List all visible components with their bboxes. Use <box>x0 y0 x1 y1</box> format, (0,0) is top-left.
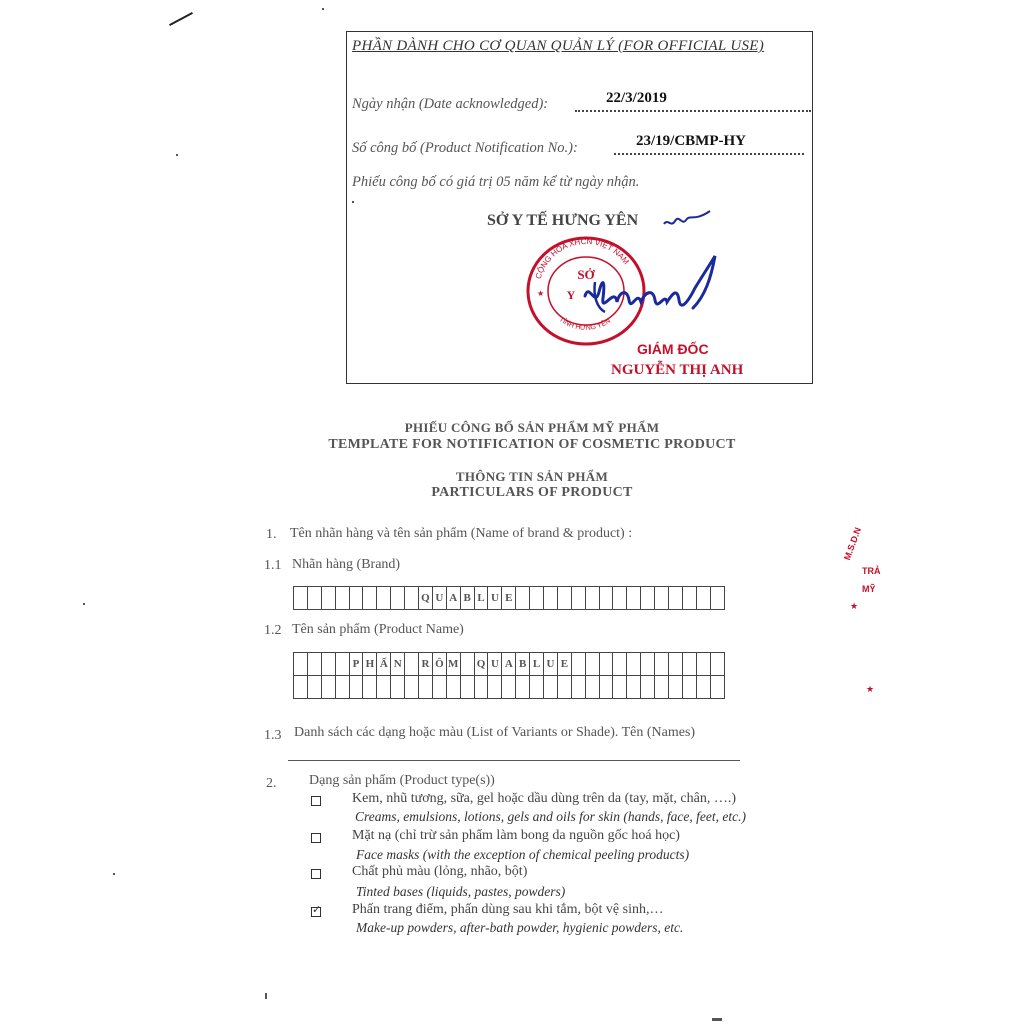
grid-cell <box>543 675 558 699</box>
grid-cell <box>640 586 655 610</box>
grid-cell <box>640 652 655 676</box>
product-type-option-vi: Phấn trang điểm, phấn dùng sau khi tắm, bột vệ sinh,… <box>352 902 664 917</box>
scan-speck <box>113 873 115 875</box>
product-type-option-vi: Kem, nhũ tương, sữa, gel hoặc dầu dùng trên da (tay, mặt, chân, ….) <box>352 791 737 806</box>
grid-cell <box>571 652 586 676</box>
grid-cell <box>640 675 655 699</box>
scan-speck <box>712 1018 722 1021</box>
grid-cell <box>585 586 600 610</box>
grid-cell: B <box>460 586 475 610</box>
grid-cell <box>557 675 572 699</box>
variants-answer-line <box>288 760 740 761</box>
notification-dotted-line <box>614 153 804 155</box>
grid-cell <box>362 586 377 610</box>
date-dotted-line <box>575 110 811 112</box>
grid-cell <box>349 586 364 610</box>
grid-cell <box>501 675 516 699</box>
grid-cell: R <box>418 652 433 676</box>
grid-cell <box>599 652 614 676</box>
edge-stamp-star: ★ <box>850 601 859 611</box>
grid-cell <box>571 586 586 610</box>
grid-cell <box>432 675 447 699</box>
grid-cell <box>612 586 627 610</box>
section-1-label: Tên nhãn hàng và tên sản phẩm (Name of brand & product) : <box>290 526 633 541</box>
grid-cell <box>487 675 502 699</box>
grid-cell: U <box>487 586 502 610</box>
grid-cell <box>321 675 336 699</box>
grid-cell <box>626 652 641 676</box>
grid-cell <box>696 586 711 610</box>
product-type-checkbox[interactable] <box>311 796 321 806</box>
grid-cell <box>710 652 725 676</box>
grid-cell: P <box>349 652 364 676</box>
grid-cell <box>529 675 544 699</box>
edge-stamp-star: ★ <box>866 684 875 694</box>
svg-text:TỈNH HƯNG YÊN: TỈNH HƯNG YÊN <box>557 316 613 332</box>
grid-cell <box>585 675 600 699</box>
grid-cell: A <box>501 652 516 676</box>
grid-cell <box>612 652 627 676</box>
grid-cell: Q <box>474 652 489 676</box>
variants-number: 1.3 <box>264 728 282 743</box>
variants-label: Danh sách các dạng hoặc màu (List of Variants or Shade). Tên (Names) <box>294 725 696 740</box>
grid-cell <box>404 675 419 699</box>
grid-cell <box>418 675 433 699</box>
particulars-title-vi: THÔNG TIN SẢN PHẨM <box>455 469 609 484</box>
grid-cell <box>515 675 530 699</box>
date-acknowledged-value: 22/3/2019 <box>606 90 667 106</box>
validity-note: Phiếu công bố có giá trị 05 năm kể từ ngày nhận. <box>352 174 640 190</box>
grid-cell <box>446 675 461 699</box>
grid-cell: E <box>501 586 516 610</box>
grid-cell <box>696 675 711 699</box>
edge-stamp-line-2: TRẢ <box>862 566 881 576</box>
grid-cell <box>599 586 614 610</box>
grid-cell <box>474 675 489 699</box>
grid-cell <box>321 652 336 676</box>
director-signature <box>575 252 725 322</box>
official-box-title: PHẦN DÀNH CHO CƠ QUAN QUẢN LÝ (FOR OFFICIAL USE) <box>352 38 765 54</box>
product-type-option-en: Tinted bases (liquids, pastes, powders) <box>356 884 566 899</box>
grid-cell <box>362 675 377 699</box>
grid-cell: N <box>390 652 405 676</box>
grid-cell: B <box>515 652 530 676</box>
product-name-label: Tên sản phẩm (Product Name) <box>292 622 464 637</box>
grid-cell: Q <box>418 586 433 610</box>
product-type-option-en: Face masks (with the exception of chemical peeling products) <box>356 847 690 862</box>
grid-cell <box>668 586 683 610</box>
grid-cell <box>376 675 391 699</box>
product-type-checkbox[interactable] <box>311 833 321 843</box>
grid-cell <box>682 652 697 676</box>
grid-cell <box>599 675 614 699</box>
grid-cell <box>321 586 336 610</box>
grid-cell <box>696 652 711 676</box>
grid-cell: H <box>362 652 377 676</box>
grid-cell: Ấ <box>376 652 391 676</box>
date-acknowledged-label: Ngày nhận (Date acknowledged): <box>352 96 549 112</box>
product-type-checkbox[interactable] <box>311 869 321 879</box>
grid-cell: L <box>474 586 489 610</box>
grid-cell <box>376 586 391 610</box>
scan-speck <box>265 993 267 999</box>
grid-cell <box>460 675 475 699</box>
grid-cell: M <box>446 652 461 676</box>
form-title-vi: PHIẾU CÔNG BỐ SẢN PHẨM MỸ PHẨM <box>404 420 660 435</box>
grid-cell <box>668 652 683 676</box>
grid-cell <box>307 586 322 610</box>
grid-cell <box>390 675 405 699</box>
scan-speck <box>83 603 85 605</box>
grid-cell <box>293 675 308 699</box>
scan-speck <box>176 154 178 156</box>
product-type-option-en: Make-up powders, after-bath powder, hygienic powders, etc. <box>356 920 684 935</box>
grid-cell <box>404 586 419 610</box>
svg-text:★: ★ <box>537 289 545 298</box>
grid-cell <box>710 675 725 699</box>
grid-cell <box>668 675 683 699</box>
grid-cell <box>460 652 475 676</box>
initial-mark <box>662 208 712 230</box>
grid-cell <box>390 586 405 610</box>
product-name-number: 1.2 <box>264 623 282 638</box>
section-2-number: 2. <box>266 776 277 791</box>
grid-cell <box>612 675 627 699</box>
grid-cell <box>585 652 600 676</box>
brand-grid <box>293 586 724 610</box>
agency-name: SỞ Y TẾ HƯNG YÊN <box>487 212 639 229</box>
grid-cell <box>404 652 419 676</box>
grid-cell <box>293 652 308 676</box>
product-type-option-en: Creams, emulsions, lotions, gels and oils for skin (hands, face, feet, etc.) <box>355 809 746 824</box>
product-type-option-vi: Chất phủ màu (lỏng, nhão, bột) <box>352 864 528 879</box>
grid-cell <box>710 586 725 610</box>
svg-text:CỘNG HÒA XHCN VIỆT NAM: CỘNG HÒA XHCN VIỆT NAM <box>533 236 631 280</box>
grid-cell <box>682 586 697 610</box>
section-2-label: Dạng sản phẩm (Product type(s)) <box>309 773 495 788</box>
grid-cell <box>293 586 308 610</box>
grid-cell <box>307 675 322 699</box>
director-title: GIÁM ĐỐC <box>637 341 709 357</box>
grid-cell: E <box>557 652 572 676</box>
director-name: NGUYỄN THỊ ANH <box>611 362 744 378</box>
grid-cell <box>626 675 641 699</box>
grid-cell <box>543 586 558 610</box>
grid-cell <box>626 586 641 610</box>
svg-text:Y: Y <box>566 288 576 302</box>
product-type-checkbox-checked[interactable] <box>311 907 321 917</box>
grid-cell <box>335 675 350 699</box>
notification-no-value: 23/19/CBMP-HY <box>636 133 746 149</box>
form-title-en: TEMPLATE FOR NOTIFICATION OF COSMETIC PRODUCT <box>328 437 736 452</box>
section-1-number: 1. <box>266 527 277 542</box>
particulars-title-en: PARTICULARS OF PRODUCT <box>431 485 633 500</box>
grid-cell <box>654 675 669 699</box>
product-type-option-vi: Mặt nạ (chỉ trừ sản phẩm làm bong da nguồn gốc hoá học) <box>352 828 680 843</box>
grid-cell: L <box>529 652 544 676</box>
brand-label: Nhãn hàng (Brand) <box>292 557 401 572</box>
scan-speck <box>322 8 324 10</box>
brand-number: 1.1 <box>264 558 282 573</box>
grid-cell <box>515 586 530 610</box>
product-name-grid-row-1 <box>293 652 724 676</box>
grid-cell: U <box>432 586 447 610</box>
grid-cell <box>529 586 544 610</box>
grid-cell: A <box>446 586 461 610</box>
grid-cell <box>335 652 350 676</box>
grid-cell <box>335 586 350 610</box>
edge-stamp-line-3: MỸ <box>862 584 876 594</box>
grid-cell <box>557 586 572 610</box>
grid-cell <box>682 675 697 699</box>
scan-mark <box>169 12 193 26</box>
grid-cell: U <box>543 652 558 676</box>
grid-cell <box>349 675 364 699</box>
grid-cell: U <box>487 652 502 676</box>
product-name-grid-row-2 <box>293 675 724 699</box>
grid-cell <box>571 675 586 699</box>
svg-text:SỞ: SỞ <box>577 267 595 282</box>
grid-cell: Ô <box>432 652 447 676</box>
edge-stamp-line-1: M.S.D.N <box>842 526 864 562</box>
grid-cell <box>654 652 669 676</box>
grid-cell <box>307 652 322 676</box>
notification-no-label: Số công bố (Product Notification No.): <box>352 140 578 156</box>
grid-cell <box>654 586 669 610</box>
